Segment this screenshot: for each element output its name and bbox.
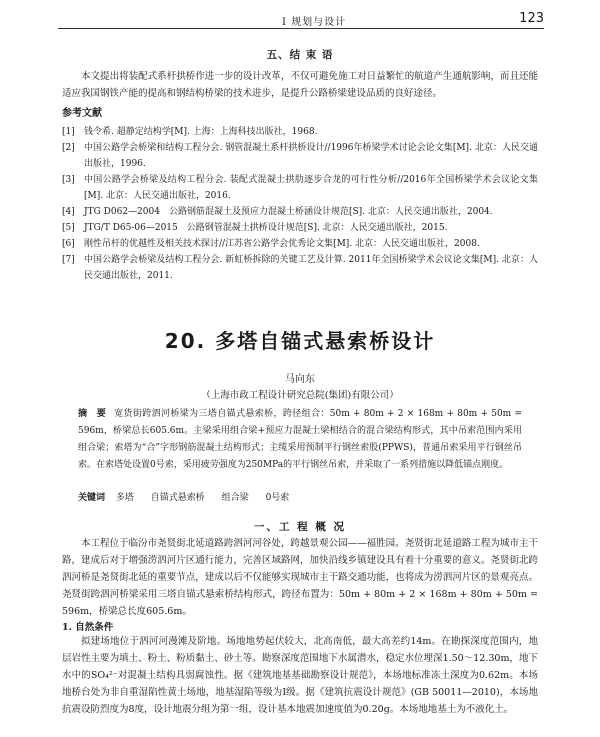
reference-item	[62, 172, 538, 204]
page-number: 123	[519, 11, 544, 26]
reference-number: [4]	[62, 207, 75, 217]
keywords-label: 关键词	[78, 493, 106, 503]
conclusion-body	[62, 68, 538, 102]
keyword: 多塔	[115, 493, 134, 503]
conclusion-paragraph: 本文提出将装配式系杆拱桥作进一步的设计改革，不仅可避免施工对日益繁忙的航道产生通航影响，而且还能适应我国钢铁产能的提高和钢结构桥梁的技术进步，是提升公路桥梁建设品质的良好途径。	[62, 71, 538, 99]
keyword: 0号索	[265, 493, 290, 503]
reference-text: JTG/T D65-06—2015 公路钢管混凝土拱桥设计规范[S]. 北京：人民交通出版社，2015.	[84, 223, 448, 233]
references-heading-wrap	[62, 104, 538, 119]
reference-number: [6]	[62, 239, 75, 249]
section-body	[62, 535, 538, 620]
subsection-heading: 1. 自然条件	[62, 622, 114, 633]
abstract-text: 宽货街跨泗河桥梁为三塔自锚式悬索桥，跨径组合：50m + 80m + 2 × 168m + 80m + 50m = 596m，桥梁总长605.6m。主梁采用组合梁+预应力混凝土梁相结合的混合梁结构形式，其中吊索范围内采用组合梁；索塔为“合”字形钢筋混凝土结构形式；主缆采用预制平行钢丝索股(PPWS)，普通吊索采用平行钢丝吊索。在索塔处设置0号索，采用疲劳强度为250MPa的平行钢丝吊索，并采取了一系列措施以降低锚点刚度。	[78, 409, 522, 470]
subsection-body	[62, 633, 538, 718]
keyword: 组合梁	[221, 493, 249, 503]
reference-text: 钱令希. 超静定结构学[M]. 上海：上海科技出版社，1968.	[84, 127, 318, 137]
reference-item	[62, 124, 538, 140]
reference-item	[62, 204, 538, 220]
reference-list	[62, 124, 538, 284]
keywords	[78, 490, 522, 503]
reference-text: 中国公路学会桥梁及结构工程分会. 装配式混凝土拱肋逐步合龙的可行性分析//2016年全国桥梁学术会议论文集[M]. 北京：人民交通出版社，2016.	[84, 175, 538, 201]
reference-text: JTG D062—2004 公路钢筋混凝土及预应力混凝土桥涵设计规范[S]. 北京：人民交通出版社，2004.	[84, 207, 493, 217]
reference-item	[62, 140, 538, 172]
keyword: 自锚式悬索桥	[150, 493, 205, 503]
reference-text: 刚性吊杆的优越性及相关技术探讨//江苏省公路学会优秀论文集[M]. 北京：人民交通出版社，2008.	[84, 239, 480, 249]
reference-text: 中国公路学会桥梁和结构工程分会. 钢管混凝土系杆拱桥设计//1996年桥梁学术讨论会论文集[M]. 北京：人民交通出版社，1996.	[84, 143, 538, 169]
section-paragraph: 本工程位于临汾市尧贤街北延道路跨泗河河谷处，跨越景观公园——福胜园。尧贤街北延道路工程为城市主干路，建成后对于增强涝泗河片区通行能力，完善区域路网，加快沿线乡镇建设具有着十分重要的意义。尧贤街北跨泗河桥是尧贤街北延的重要节点，建成以后不仅能够实现城市主干路交通功能，也将成为涝泗河片区的景观亮点。尧贤街跨泗河桥梁采用三塔自锚式悬索桥结构形式，跨径布置为：50m + 80m + 2 × 168m + 80m + 50m = 596m，桥梁总长度605.6m。	[62, 538, 538, 617]
article-author: 马向东	[285, 374, 315, 385]
reference-text: 中国公路学会桥梁及结构工程分会. 新虹桥拆除的关键工艺及计算. 2011年全国桥梁学术会议论文集[M]. 北京：人民交通出版社，2011.	[84, 255, 538, 281]
abstract-label: 摘 要	[78, 409, 107, 419]
reference-number: [2]	[62, 143, 75, 153]
article-title: 20. 多塔自锚式悬索桥设计	[164, 329, 436, 353]
reference-number: [3]	[62, 175, 75, 185]
reference-number: [5]	[62, 223, 75, 233]
reference-item	[62, 236, 538, 252]
conclusion-section	[62, 47, 538, 62]
references-heading: 参考文献	[62, 108, 102, 119]
reference-item	[62, 220, 538, 236]
running-header	[58, 8, 544, 29]
article-affiliation: （上海市政工程设计研究总院(集团)有限公司）	[201, 390, 399, 401]
reference-item	[62, 252, 538, 284]
running-header-section: I 规划与设计	[282, 17, 347, 28]
subsection-paragraph: 拟建场地位于泗河河漫滩及阶地。场地地势起伏较大，北高南低，最大高差约14m。在勘探深度范围内，地层岩性主要为填土、粉土、粉质黏土、砂土等。勘察深度范围地下水属潜水，稳定水位埋深1.50～12.30m，地下水中的SO₄²⁻对混凝土结构具弱腐蚀性。据《建筑地基基础勘察设计规范》，本场地标准冻土深度为0.62m。本场地桥台处为非自重湿陷性黄土场地，地基湿陷等级为Ⅰ级。据《建筑抗震设计规范》(GB 50011—2010)，本场地抗震设防烈度为8度，设计地震分组为第一组，设计基本地震加速度值为0.20g。本场地地基土为不液化土。	[62, 636, 538, 715]
abstract	[78, 406, 522, 474]
conclusion-heading: 五、结 束 语	[266, 49, 334, 61]
reference-number: [7]	[62, 255, 75, 265]
section-heading: 一、工 程 概 况	[254, 521, 346, 533]
reference-number: [1]	[62, 127, 75, 137]
